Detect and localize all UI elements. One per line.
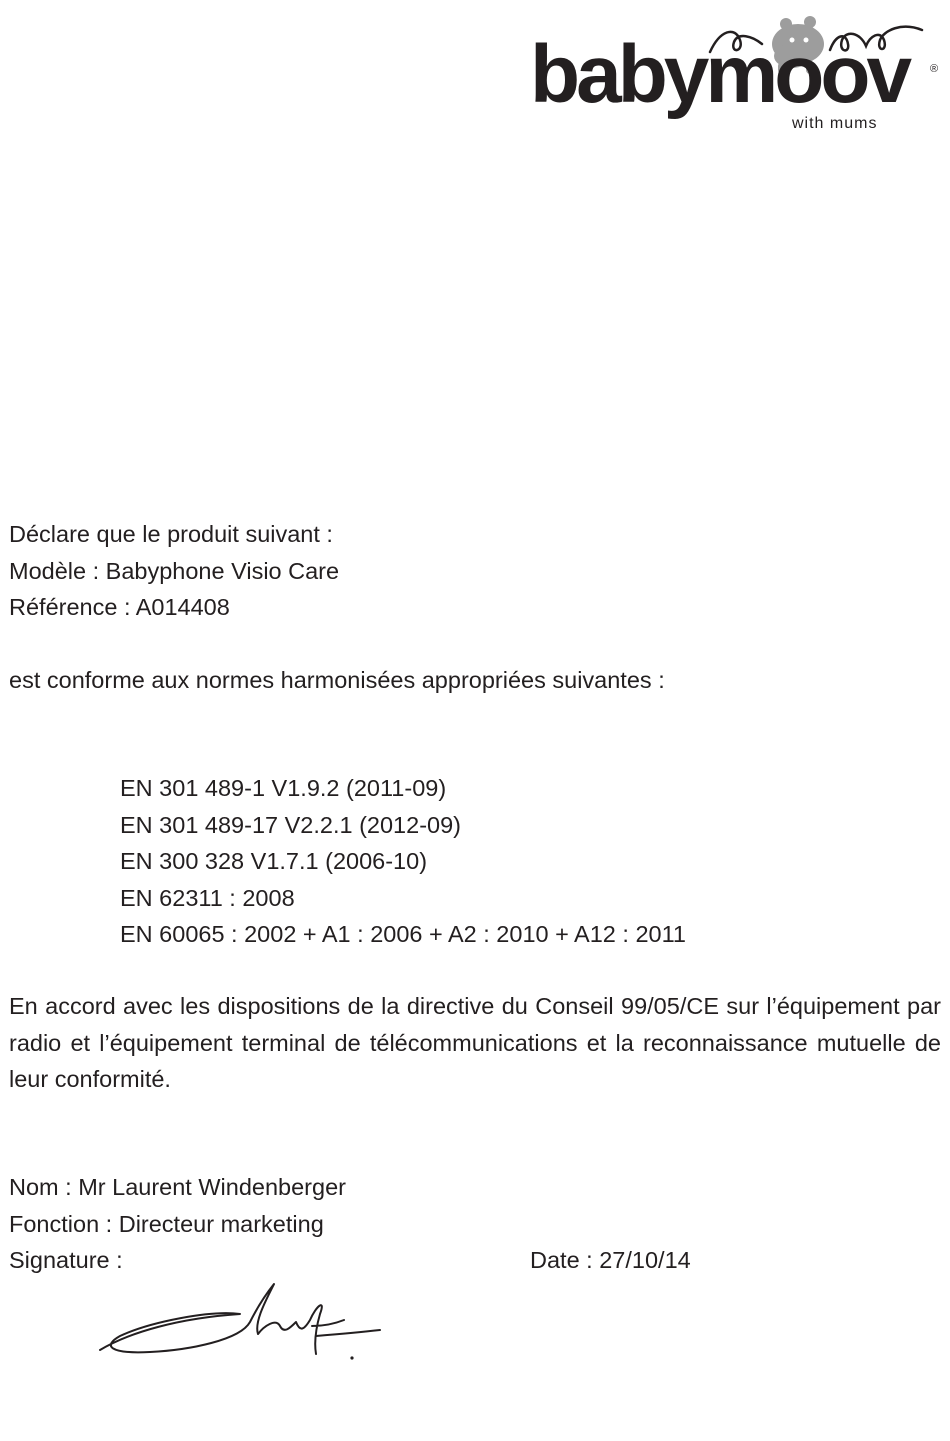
declaration-intro: Déclare que le produit suivant : bbox=[9, 521, 333, 547]
product-block bbox=[9, 516, 941, 626]
standard-item: EN 301 489-1 V1.9.2 (2011-09) bbox=[120, 775, 447, 801]
conformity-statement: est conforme aux normes harmonisées appropriées suivantes : bbox=[9, 667, 665, 693]
product-model: Modèle : Babyphone Visio Care bbox=[9, 557, 340, 584]
conformity-statement-block bbox=[9, 662, 941, 699]
handwritten-signature bbox=[90, 1270, 390, 1380]
standard-item: EN 300 328 V1.7.1 (2006-10) bbox=[120, 848, 428, 874]
product-reference: Référence : A014408 bbox=[9, 594, 230, 620]
signature-date: Date : 27/10/14 bbox=[530, 1247, 691, 1273]
signatory-block bbox=[9, 1169, 941, 1279]
registered-mark: ® bbox=[930, 63, 939, 75]
signatory-function: Fonction : Directeur marketing bbox=[9, 1210, 324, 1237]
standard-item: EN 62311 : 2008 bbox=[120, 884, 295, 911]
signature-label: Signature : bbox=[9, 1247, 123, 1273]
brand-logo bbox=[530, 12, 942, 132]
signatory-name: Nom : Mr Laurent Windenberger bbox=[9, 1174, 346, 1200]
brand-tagline: with mums bbox=[792, 115, 878, 132]
brand-name: babymoov bbox=[530, 29, 909, 120]
standard-item: EN 301 489-17 V2.2.1 (2012-09) bbox=[120, 811, 461, 838]
directive-paragraph: En accord avec les dispositions de la directive du Conseil 99/05/CE sur l’équipement par radio et l’équipement terminal de télécommunications et la reconnaissance mutuelle de leur conformité. bbox=[9, 993, 941, 1092]
standard-item: EN 60065 : 2002 + A1 : 2006 + A2 : 2010 + A12 : 2011 bbox=[120, 921, 686, 947]
standards-list bbox=[9, 770, 950, 953]
